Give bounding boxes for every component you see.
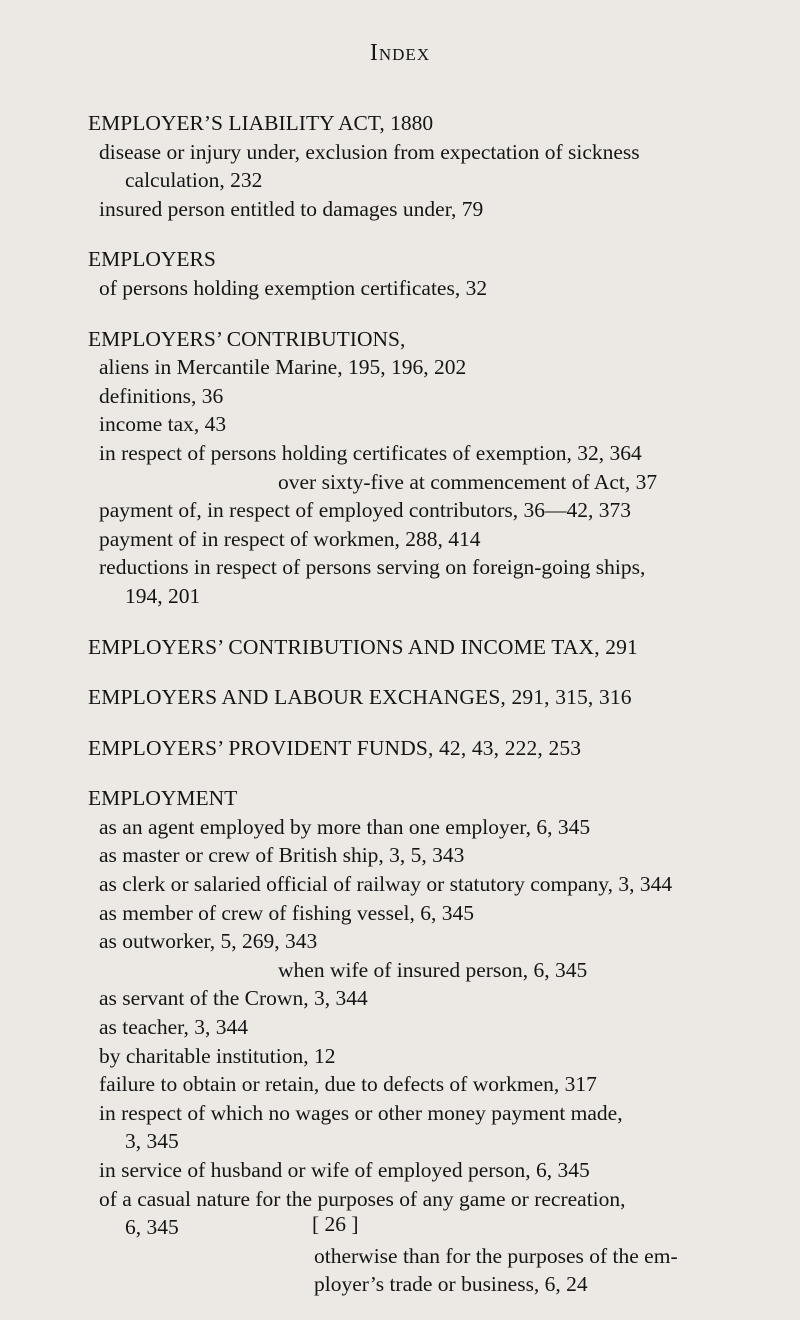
index-content <box>88 109 758 1299</box>
entry-subline: over sixty-five at commencement of Act, 37 <box>278 469 658 494</box>
index-entry-labour-exchanges <box>88 683 758 712</box>
entry-heading: EMPLOYMENT <box>88 786 238 811</box>
entry-line-continuation: 6, 345 <box>125 1215 179 1240</box>
entry-heading: EMPLOYERS AND LABOUR EXCHANGES, 291, 315, 316 <box>88 685 632 710</box>
entry-line: as teacher, 3, 344 <box>99 1015 248 1040</box>
entry-line: as outworker, 5, 269, 343 <box>99 929 318 954</box>
index-entry-employers <box>88 245 758 302</box>
entry-line: as clerk or salaried official of railway or statutory company, 3, 344 <box>99 872 673 897</box>
entry-subline: otherwise than for the purposes of the em- <box>314 1243 678 1268</box>
entry-line-continuation: 194, 201 <box>125 583 201 608</box>
entry-line: of a casual nature for the purposes of any game or recreation, <box>99 1186 626 1211</box>
entry-line: of persons holding exemption certificates, 32 <box>99 275 488 300</box>
entry-heading: EMPLOYER’S LIABILITY ACT, 1880 <box>88 111 434 135</box>
entry-line: payment of, in respect of employed contributors, 36—42, 373 <box>99 498 632 523</box>
entry-subline-continuation: ployer’s trade or business, 6, 24 <box>314 1272 588 1297</box>
entry-line-continuation: 3, 345 <box>125 1129 179 1154</box>
entry-line: aliens in Mercantile Marine, 195, 196, 202 <box>99 355 467 380</box>
index-entry-employment <box>88 784 758 1299</box>
entry-heading: EMPLOYERS’ PROVIDENT FUNDS, 42, 43, 222, 253 <box>88 735 582 760</box>
entry-line: failure to obtain or retain, due to defects of workmen, 317 <box>99 1072 597 1097</box>
running-head: Index <box>369 40 431 66</box>
entry-line: as an agent employed by more than one employer, 6, 345 <box>99 814 591 839</box>
entry-line: reductions in respect of persons serving on foreign-going ships, <box>99 555 646 580</box>
entry-heading: EMPLOYERS’ CONTRIBUTIONS, <box>88 326 406 351</box>
index-entry-employers-contributions <box>88 325 758 611</box>
entry-line: payment of in respect of workmen, 288, 414 <box>99 526 481 551</box>
entry-line: by charitable institution, 12 <box>99 1043 336 1068</box>
entry-line: disease or injury under, exclusion from expectation of sickness <box>99 139 640 164</box>
index-entry-provident-funds <box>88 734 758 763</box>
entry-line: as servant of the Crown, 3, 344 <box>99 986 368 1011</box>
index-entry-employers-liability-act <box>88 109 758 223</box>
entry-heading: EMPLOYERS’ CONTRIBUTIONS AND INCOME TAX, 291 <box>88 634 638 659</box>
entry-heading: EMPLOYERS <box>88 247 216 272</box>
entry-line-continuation: calculation, 232 <box>125 168 263 193</box>
page-number: [ 26 ] <box>312 1212 359 1236</box>
entry-line: as master or crew of British ship, 3, 5, 343 <box>99 843 465 868</box>
entry-line: in respect of persons holding certificates of exemption, 32, 364 <box>99 440 642 465</box>
entry-line: as member of crew of fishing vessel, 6, 345 <box>99 900 474 925</box>
index-entry-contributions-income-tax <box>88 633 758 662</box>
entry-subline: when wife of insured person, 6, 345 <box>278 957 588 982</box>
entry-line: definitions, 36 <box>99 383 224 408</box>
entry-line: in respect of which no wages or other money payment made, <box>99 1100 623 1125</box>
entry-line: insured person entitled to damages under, 79 <box>99 196 484 221</box>
entry-line: in service of husband or wife of employed person, 6, 345 <box>99 1158 590 1182</box>
entry-line: income tax, 43 <box>99 412 227 437</box>
